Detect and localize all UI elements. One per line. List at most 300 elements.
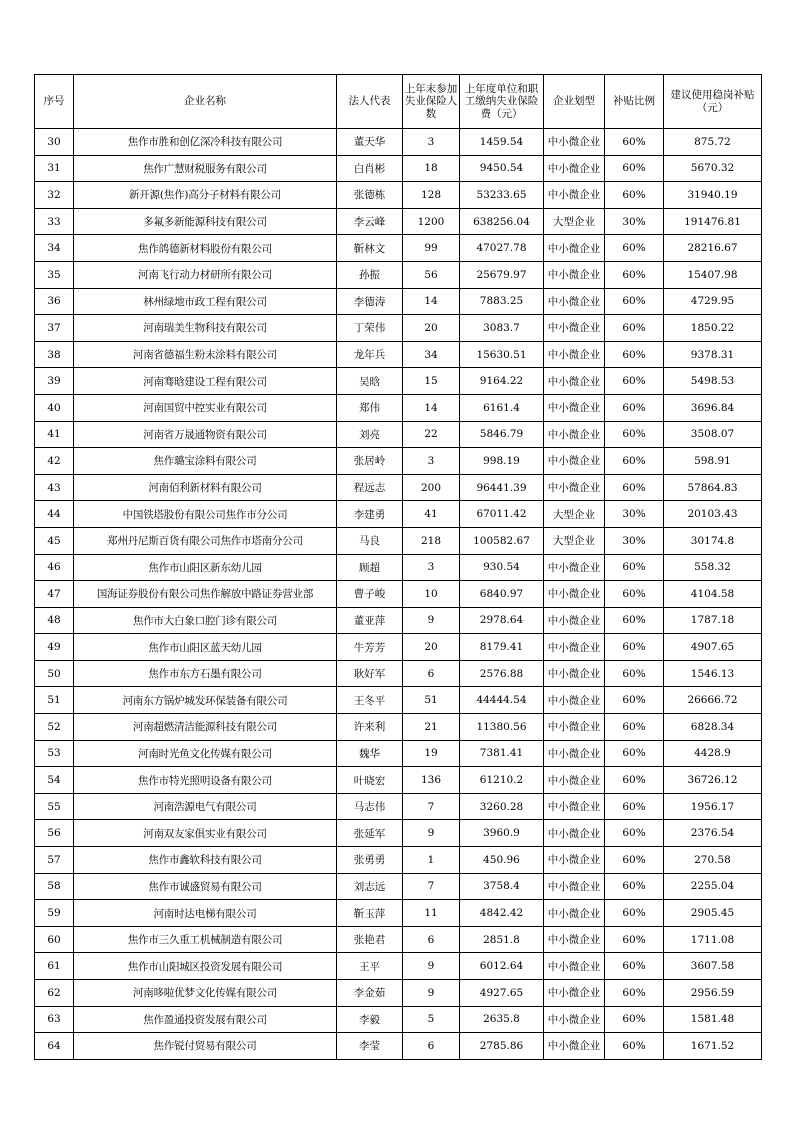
cell-insured-count: 3	[403, 448, 460, 475]
table-row	[35, 634, 762, 661]
cell-premium: 15630.51	[460, 341, 544, 368]
cell-seq: 63	[35, 1006, 74, 1033]
cell-premium: 450.96	[460, 847, 544, 874]
cell-subsidy-amount: 270.58	[664, 847, 762, 874]
cell-seq: 61	[35, 953, 74, 980]
cell-premium: 25679.97	[460, 261, 544, 288]
cell-subsidy-amount: 9378.31	[664, 341, 762, 368]
cell-subsidy-amount: 3696.84	[664, 394, 762, 421]
cell-premium: 2635.8	[460, 1006, 544, 1033]
table-row	[35, 607, 762, 634]
subsidy-table	[34, 74, 762, 1060]
cell-premium: 930.54	[460, 554, 544, 581]
header-row	[35, 75, 762, 129]
cell-seq: 30	[35, 129, 74, 156]
cell-legal-rep: 李云峰	[337, 208, 403, 235]
cell-legal-rep: 马良	[337, 527, 403, 554]
cell-subsidy-amount: 5498.53	[664, 368, 762, 395]
cell-subsidy-ratio: 60%	[605, 155, 664, 182]
cell-legal-rep: 叶晓宏	[337, 767, 403, 794]
cell-seq: 31	[35, 155, 74, 182]
cell-premium: 67011.42	[460, 501, 544, 528]
cell-subsidy-amount: 1581.48	[664, 1006, 762, 1033]
cell-enterprise-size: 中小微企业	[544, 1033, 605, 1060]
cell-company: 焦作市山阳区蓝天幼儿园	[74, 634, 337, 661]
cell-subsidy-ratio: 60%	[605, 820, 664, 847]
table-row	[35, 660, 762, 687]
cell-company: 焦作锐付贸易有限公司	[74, 1033, 337, 1060]
cell-subsidy-amount: 558.32	[664, 554, 762, 581]
table-row	[35, 581, 762, 608]
cell-subsidy-ratio: 60%	[605, 926, 664, 953]
table-body	[35, 129, 762, 1060]
cell-insured-count: 1	[403, 847, 460, 874]
cell-seq: 59	[35, 900, 74, 927]
cell-company: 中国铁塔股份有限公司焦作市分公司	[74, 501, 337, 528]
cell-enterprise-size: 中小微企业	[544, 873, 605, 900]
cell-premium: 4927.65	[460, 980, 544, 1007]
cell-enterprise-size: 大型企业	[544, 527, 605, 554]
cell-subsidy-ratio: 60%	[605, 793, 664, 820]
cell-enterprise-size: 中小微企业	[544, 554, 605, 581]
cell-subsidy-ratio: 60%	[605, 1006, 664, 1033]
table-row	[35, 448, 762, 475]
cell-premium: 638256.04	[460, 208, 544, 235]
cell-subsidy-ratio: 30%	[605, 208, 664, 235]
cell-insured-count: 22	[403, 421, 460, 448]
cell-premium: 5846.79	[460, 421, 544, 448]
cell-seq: 55	[35, 793, 74, 820]
cell-company: 焦作市三久重工机械制造有限公司	[74, 926, 337, 953]
cell-insured-count: 21	[403, 714, 460, 741]
cell-subsidy-ratio: 60%	[605, 182, 664, 209]
cell-insured-count: 9	[403, 980, 460, 1007]
cell-subsidy-ratio: 60%	[605, 394, 664, 421]
cell-seq: 49	[35, 634, 74, 661]
cell-company: 河南东方锅炉城发环保装备有限公司	[74, 687, 337, 714]
table-row	[35, 129, 762, 156]
cell-subsidy-ratio: 60%	[605, 341, 664, 368]
cell-company: 焦作市诚盛贸易有限公司	[74, 873, 337, 900]
cell-legal-rep: 张德栋	[337, 182, 403, 209]
cell-premium: 9164.22	[460, 368, 544, 395]
cell-seq: 50	[35, 660, 74, 687]
cell-enterprise-size: 中小微企业	[544, 1006, 605, 1033]
cell-insured-count: 128	[403, 182, 460, 209]
cell-enterprise-size: 中小微企业	[544, 660, 605, 687]
cell-enterprise-size: 中小微企业	[544, 261, 605, 288]
cell-seq: 52	[35, 714, 74, 741]
cell-subsidy-ratio: 60%	[605, 634, 664, 661]
cell-subsidy-ratio: 60%	[605, 315, 664, 342]
cell-company: 河南瑞美生物科技有限公司	[74, 315, 337, 342]
cell-premium: 11380.56	[460, 714, 544, 741]
cell-legal-rep: 马志伟	[337, 793, 403, 820]
table-row	[35, 394, 762, 421]
cell-subsidy-ratio: 60%	[605, 261, 664, 288]
cell-subsidy-ratio: 30%	[605, 527, 664, 554]
cell-enterprise-size: 中小微企业	[544, 953, 605, 980]
cell-insured-count: 20	[403, 634, 460, 661]
cell-legal-rep: 张艳君	[337, 926, 403, 953]
cell-company: 焦作盈通投资发展有限公司	[74, 1006, 337, 1033]
cell-subsidy-amount: 3607.58	[664, 953, 762, 980]
cell-subsidy-ratio: 60%	[605, 873, 664, 900]
cell-subsidy-ratio: 60%	[605, 1033, 664, 1060]
cell-subsidy-ratio: 60%	[605, 421, 664, 448]
cell-insured-count: 51	[403, 687, 460, 714]
cell-seq: 46	[35, 554, 74, 581]
table-row	[35, 714, 762, 741]
cell-enterprise-size: 中小微企业	[544, 900, 605, 927]
cell-insured-count: 9	[403, 953, 460, 980]
cell-company: 河南时达电梯有限公司	[74, 900, 337, 927]
cell-insured-count: 15	[403, 368, 460, 395]
cell-seq: 60	[35, 926, 74, 953]
cell-legal-rep: 董天华	[337, 129, 403, 156]
cell-enterprise-size: 中小微企业	[544, 421, 605, 448]
cell-subsidy-ratio: 30%	[605, 501, 664, 528]
cell-legal-rep: 张延军	[337, 820, 403, 847]
cell-legal-rep: 郑伟	[337, 394, 403, 421]
cell-subsidy-amount: 4104.58	[664, 581, 762, 608]
cell-seq: 34	[35, 235, 74, 262]
cell-company: 焦作市特光照明设备有限公司	[74, 767, 337, 794]
cell-enterprise-size: 中小微企业	[544, 926, 605, 953]
table-row	[35, 873, 762, 900]
cell-premium: 61210.2	[460, 767, 544, 794]
cell-company: 焦作市鑫软科技有限公司	[74, 847, 337, 874]
table-row	[35, 554, 762, 581]
cell-premium: 3758.4	[460, 873, 544, 900]
table-row	[35, 953, 762, 980]
cell-legal-rep: 王平	[337, 953, 403, 980]
cell-premium: 2978.64	[460, 607, 544, 634]
cell-seq: 62	[35, 980, 74, 1007]
cell-legal-rep: 靳玉萍	[337, 900, 403, 927]
table-row	[35, 926, 762, 953]
cell-subsidy-amount: 28216.67	[664, 235, 762, 262]
table-row	[35, 740, 762, 767]
table-row	[35, 474, 762, 501]
cell-subsidy-amount: 3508.07	[664, 421, 762, 448]
cell-company: 焦作市山阳区新东幼儿园	[74, 554, 337, 581]
cell-subsidy-ratio: 60%	[605, 900, 664, 927]
cell-insured-count: 1200	[403, 208, 460, 235]
cell-seq: 54	[35, 767, 74, 794]
cell-legal-rep: 董亚萍	[337, 607, 403, 634]
cell-legal-rep: 龙年兵	[337, 341, 403, 368]
table-row	[35, 767, 762, 794]
cell-seq: 48	[35, 607, 74, 634]
cell-legal-rep: 李毅	[337, 1006, 403, 1033]
cell-legal-rep: 李莹	[337, 1033, 403, 1060]
cell-seq: 33	[35, 208, 74, 235]
table-row	[35, 1006, 762, 1033]
cell-subsidy-amount: 26666.72	[664, 687, 762, 714]
cell-premium: 3083.7	[460, 315, 544, 342]
cell-legal-rep: 耿好军	[337, 660, 403, 687]
cell-premium: 2851.8	[460, 926, 544, 953]
header-legal-rep: 法人代表	[337, 75, 403, 129]
cell-subsidy-ratio: 60%	[605, 767, 664, 794]
cell-subsidy-amount: 875.72	[664, 129, 762, 156]
cell-legal-rep: 王冬平	[337, 687, 403, 714]
cell-premium: 2785.86	[460, 1033, 544, 1060]
cell-legal-rep: 顾超	[337, 554, 403, 581]
cell-seq: 36	[35, 288, 74, 315]
cell-insured-count: 99	[403, 235, 460, 262]
cell-enterprise-size: 中小微企业	[544, 740, 605, 767]
cell-seq: 51	[35, 687, 74, 714]
cell-subsidy-amount: 20103.43	[664, 501, 762, 528]
cell-company: 河南双友家俱实业有限公司	[74, 820, 337, 847]
cell-subsidy-amount: 2376.54	[664, 820, 762, 847]
table-row	[35, 1033, 762, 1060]
cell-enterprise-size: 中小微企业	[544, 155, 605, 182]
cell-company: 郑州丹尼斯百货有限公司焦作市塔南分公司	[74, 527, 337, 554]
cell-legal-rep: 程远志	[337, 474, 403, 501]
cell-subsidy-amount: 57864.83	[664, 474, 762, 501]
cell-insured-count: 10	[403, 581, 460, 608]
cell-enterprise-size: 中小微企业	[544, 581, 605, 608]
cell-insured-count: 3	[403, 554, 460, 581]
cell-legal-rep: 李金茹	[337, 980, 403, 1007]
cell-legal-rep: 张居岭	[337, 448, 403, 475]
cell-seq: 35	[35, 261, 74, 288]
cell-legal-rep: 刘亮	[337, 421, 403, 448]
cell-premium: 3260.28	[460, 793, 544, 820]
cell-subsidy-ratio: 60%	[605, 368, 664, 395]
cell-subsidy-ratio: 60%	[605, 129, 664, 156]
cell-company: 焦作广慧财税服务有限公司	[74, 155, 337, 182]
cell-insured-count: 11	[403, 900, 460, 927]
cell-enterprise-size: 中小微企业	[544, 474, 605, 501]
cell-subsidy-ratio: 60%	[605, 607, 664, 634]
header-subsidy-amount: 建议使用稳岗补贴（元）	[664, 75, 762, 129]
cell-premium: 100582.67	[460, 527, 544, 554]
cell-enterprise-size: 中小微企业	[544, 767, 605, 794]
cell-legal-rep: 白肖彬	[337, 155, 403, 182]
cell-enterprise-size: 中小微企业	[544, 368, 605, 395]
cell-insured-count: 41	[403, 501, 460, 528]
cell-premium: 7883.25	[460, 288, 544, 315]
cell-company: 河南浩源电气有限公司	[74, 793, 337, 820]
cell-subsidy-amount: 4428.9	[664, 740, 762, 767]
cell-seq: 58	[35, 873, 74, 900]
cell-seq: 56	[35, 820, 74, 847]
cell-company: 焦作市东方石墨有限公司	[74, 660, 337, 687]
cell-subsidy-amount: 36726.12	[664, 767, 762, 794]
cell-insured-count: 5	[403, 1006, 460, 1033]
cell-subsidy-amount: 2255.04	[664, 873, 762, 900]
cell-insured-count: 6	[403, 926, 460, 953]
table-row	[35, 182, 762, 209]
cell-enterprise-size: 中小微企业	[544, 687, 605, 714]
cell-seq: 38	[35, 341, 74, 368]
cell-insured-count: 34	[403, 341, 460, 368]
table-row	[35, 501, 762, 528]
cell-company: 河南国贸中控实业有限公司	[74, 394, 337, 421]
table-row	[35, 793, 762, 820]
header-enterprise-size: 企业划型	[544, 75, 605, 129]
cell-premium: 998.19	[460, 448, 544, 475]
cell-insured-count: 3	[403, 129, 460, 156]
cell-legal-rep: 张勇勇	[337, 847, 403, 874]
cell-enterprise-size: 中小微企业	[544, 980, 605, 1007]
cell-subsidy-ratio: 60%	[605, 953, 664, 980]
table-row	[35, 341, 762, 368]
cell-subsidy-ratio: 60%	[605, 980, 664, 1007]
cell-company: 河南飞行动力材研所有限公司	[74, 261, 337, 288]
cell-seq: 44	[35, 501, 74, 528]
cell-enterprise-size: 中小微企业	[544, 394, 605, 421]
cell-enterprise-size: 中小微企业	[544, 634, 605, 661]
cell-company: 焦作鸽德新材料股份有限公司	[74, 235, 337, 262]
header-subsidy-ratio: 补贴比例	[605, 75, 664, 129]
cell-subsidy-amount: 4729.95	[664, 288, 762, 315]
cell-seq: 53	[35, 740, 74, 767]
cell-company: 河南骞晗建设工程有限公司	[74, 368, 337, 395]
table-row	[35, 900, 762, 927]
header-company: 企业名称	[74, 75, 337, 129]
cell-company: 多氟多新能源科技有限公司	[74, 208, 337, 235]
cell-premium: 6840.97	[460, 581, 544, 608]
cell-company: 林州绿地市政工程有限公司	[74, 288, 337, 315]
cell-seq: 64	[35, 1033, 74, 1060]
table-row	[35, 368, 762, 395]
cell-insured-count: 14	[403, 288, 460, 315]
cell-enterprise-size: 中小微企业	[544, 315, 605, 342]
cell-company: 新开源(焦作)高分子材料有限公司	[74, 182, 337, 209]
cell-company: 焦作市胜和创亿深冷科技有限公司	[74, 129, 337, 156]
cell-legal-rep: 丁荣伟	[337, 315, 403, 342]
cell-company: 河南佰利新材料有限公司	[74, 474, 337, 501]
cell-company: 焦作市山阳城区投资发展有限公司	[74, 953, 337, 980]
cell-premium: 4842.42	[460, 900, 544, 927]
table-row	[35, 315, 762, 342]
cell-subsidy-amount: 6828.34	[664, 714, 762, 741]
cell-seq: 47	[35, 581, 74, 608]
cell-subsidy-amount: 1711.08	[664, 926, 762, 953]
cell-enterprise-size: 中小微企业	[544, 847, 605, 874]
cell-insured-count: 136	[403, 767, 460, 794]
cell-enterprise-size: 中小微企业	[544, 341, 605, 368]
cell-subsidy-ratio: 60%	[605, 235, 664, 262]
table-row	[35, 261, 762, 288]
cell-insured-count: 9	[403, 607, 460, 634]
cell-legal-rep: 李建勇	[337, 501, 403, 528]
cell-premium: 2576.88	[460, 660, 544, 687]
cell-enterprise-size: 大型企业	[544, 501, 605, 528]
cell-subsidy-ratio: 60%	[605, 474, 664, 501]
cell-insured-count: 19	[403, 740, 460, 767]
cell-premium: 44444.54	[460, 687, 544, 714]
cell-subsidy-amount: 598.91	[664, 448, 762, 475]
cell-subsidy-ratio: 60%	[605, 448, 664, 475]
table-row	[35, 847, 762, 874]
cell-insured-count: 56	[403, 261, 460, 288]
cell-subsidy-amount: 1671.52	[664, 1033, 762, 1060]
cell-subsidy-amount: 4907.65	[664, 634, 762, 661]
table-row	[35, 820, 762, 847]
cell-subsidy-ratio: 60%	[605, 288, 664, 315]
cell-legal-rep: 吴晗	[337, 368, 403, 395]
table-row	[35, 980, 762, 1007]
header-premium: 上年度单位和职工缴纳失业保险费（元）	[460, 75, 544, 129]
cell-legal-rep: 刘志远	[337, 873, 403, 900]
cell-seq: 39	[35, 368, 74, 395]
cell-insured-count: 14	[403, 394, 460, 421]
cell-seq: 40	[35, 394, 74, 421]
cell-premium: 7381.41	[460, 740, 544, 767]
cell-premium: 47027.78	[460, 235, 544, 262]
table-row	[35, 687, 762, 714]
cell-enterprise-size: 中小微企业	[544, 288, 605, 315]
table-row	[35, 288, 762, 315]
cell-subsidy-amount: 15407.98	[664, 261, 762, 288]
cell-seq: 57	[35, 847, 74, 874]
cell-enterprise-size: 中小微企业	[544, 607, 605, 634]
table-row	[35, 527, 762, 554]
cell-enterprise-size: 中小微企业	[544, 820, 605, 847]
cell-premium: 1459.54	[460, 129, 544, 156]
cell-subsidy-ratio: 60%	[605, 660, 664, 687]
cell-seq: 42	[35, 448, 74, 475]
cell-subsidy-amount: 1850.22	[664, 315, 762, 342]
cell-enterprise-size: 中小微企业	[544, 129, 605, 156]
header-seq: 序号	[35, 75, 74, 129]
cell-subsidy-amount: 191476.81	[664, 208, 762, 235]
table-row	[35, 235, 762, 262]
cell-insured-count: 9	[403, 820, 460, 847]
table-row	[35, 208, 762, 235]
cell-premium: 96441.39	[460, 474, 544, 501]
cell-enterprise-size: 中小微企业	[544, 182, 605, 209]
cell-premium: 53233.65	[460, 182, 544, 209]
cell-company: 河南超燃清洁能源科技有限公司	[74, 714, 337, 741]
cell-subsidy-ratio: 60%	[605, 740, 664, 767]
cell-subsidy-ratio: 60%	[605, 581, 664, 608]
cell-seq: 41	[35, 421, 74, 448]
cell-legal-rep: 许来利	[337, 714, 403, 741]
cell-subsidy-amount: 1787.18	[664, 607, 762, 634]
cell-insured-count: 20	[403, 315, 460, 342]
cell-legal-rep: 曹子峻	[337, 581, 403, 608]
cell-subsidy-amount: 30174.8	[664, 527, 762, 554]
cell-subsidy-amount: 5670.32	[664, 155, 762, 182]
cell-subsidy-ratio: 60%	[605, 687, 664, 714]
cell-subsidy-ratio: 60%	[605, 847, 664, 874]
cell-seq: 32	[35, 182, 74, 209]
cell-seq: 45	[35, 527, 74, 554]
cell-insured-count: 7	[403, 873, 460, 900]
cell-company: 河南哆啦优梦文化传媒有限公司	[74, 980, 337, 1007]
cell-company: 焦作璐宝涂料有限公司	[74, 448, 337, 475]
cell-legal-rep: 魏华	[337, 740, 403, 767]
cell-seq: 43	[35, 474, 74, 501]
cell-enterprise-size: 大型企业	[544, 208, 605, 235]
table-row	[35, 155, 762, 182]
cell-subsidy-amount: 1546.13	[664, 660, 762, 687]
cell-premium: 9450.54	[460, 155, 544, 182]
cell-subsidy-amount: 31940.19	[664, 182, 762, 209]
cell-insured-count: 218	[403, 527, 460, 554]
cell-insured-count: 200	[403, 474, 460, 501]
cell-legal-rep: 靳林文	[337, 235, 403, 262]
cell-company: 河南时光鱼文化传媒有限公司	[74, 740, 337, 767]
cell-company: 河南省万晟通物资有限公司	[74, 421, 337, 448]
